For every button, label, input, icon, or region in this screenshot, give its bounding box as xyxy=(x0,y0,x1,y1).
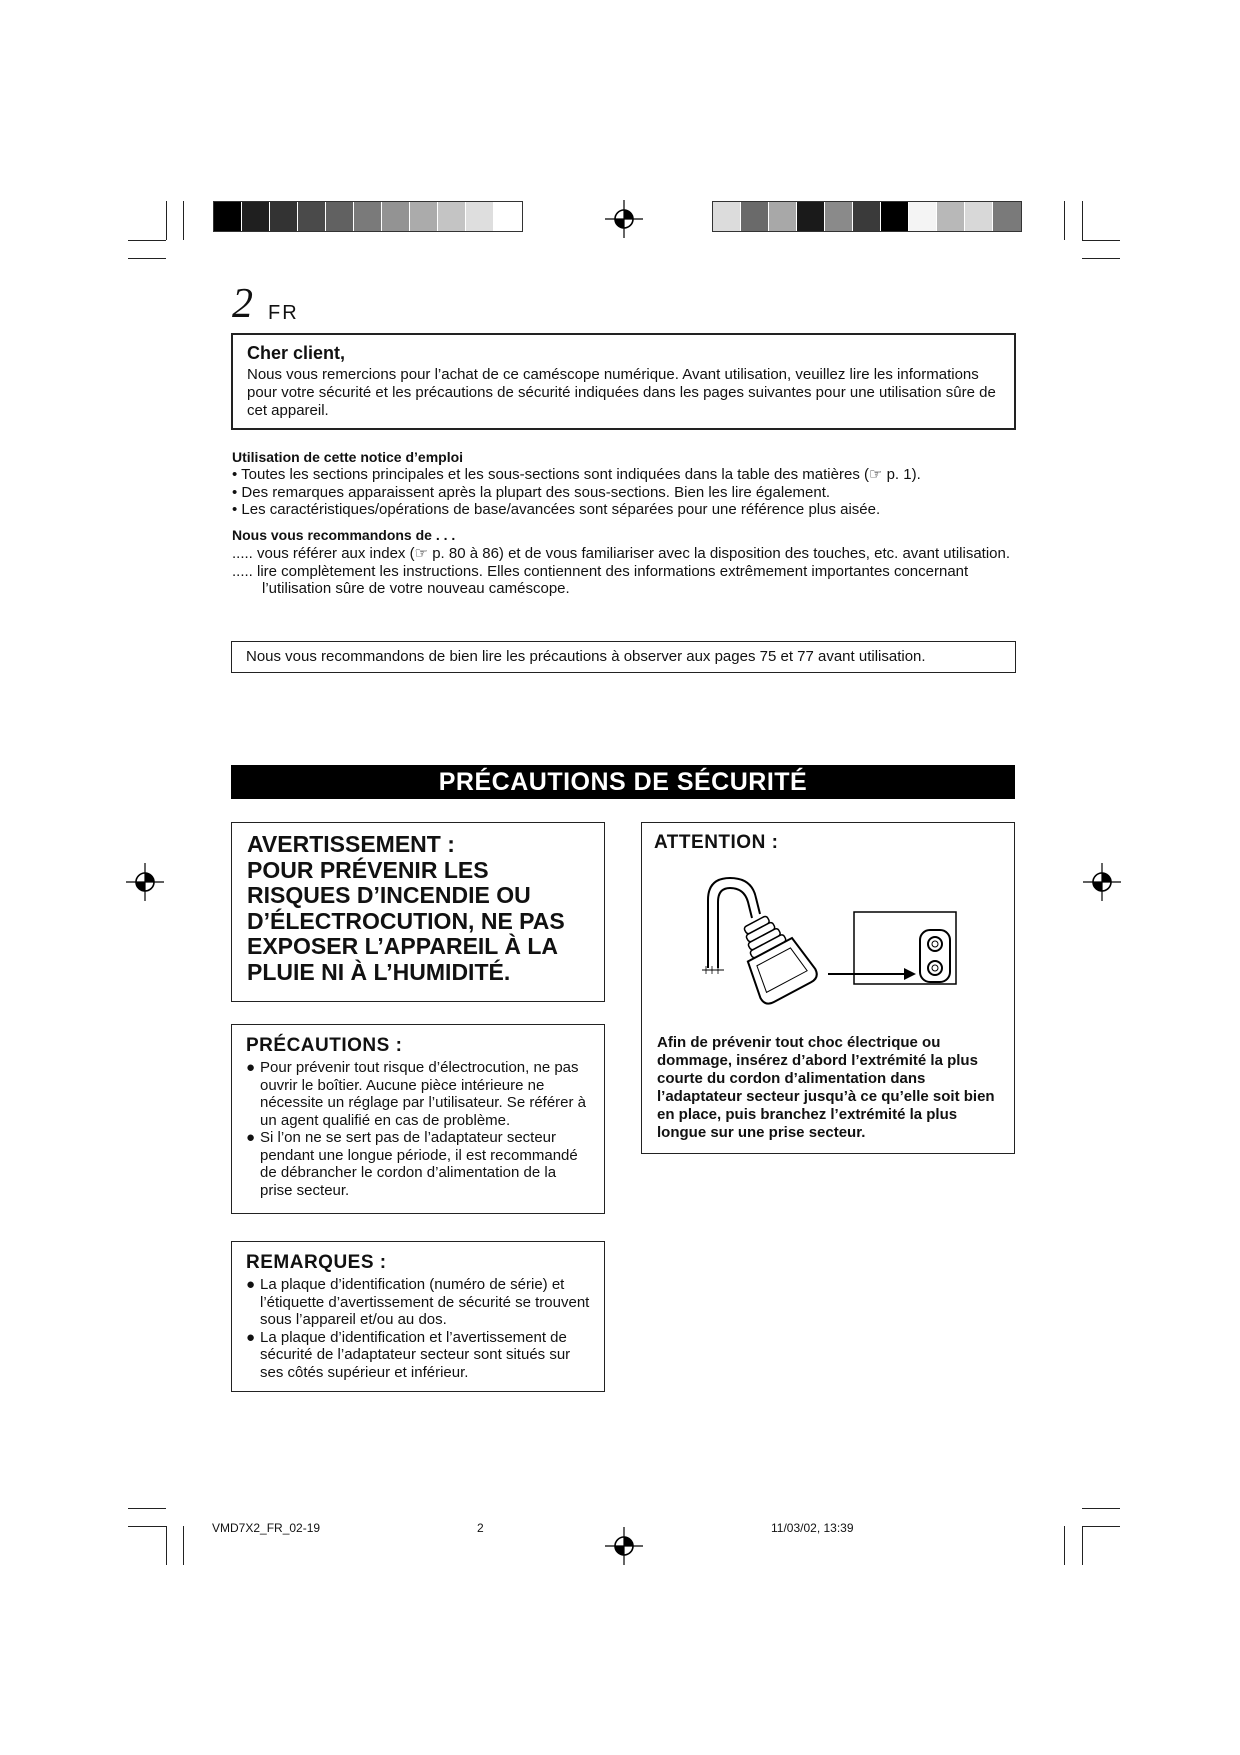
registration-mark-icon xyxy=(125,862,165,902)
section-banner: PRÉCAUTIONS DE SÉCURITÉ xyxy=(231,765,1015,799)
warning-box xyxy=(231,822,605,1002)
crop-mark xyxy=(128,1508,166,1509)
intro-text: Nous vous remercions pour l’achat de ce caméscope numérique. Avant utilisation, veuillez lire les informations pour votre sécurité et les précautions de sécurité indiquées dans les pages suivantes pour une utilisation sûre de cet appareil. xyxy=(247,366,996,419)
color-swatch xyxy=(881,202,909,231)
color-swatch xyxy=(993,202,1021,231)
precautions-list xyxy=(246,1059,590,1199)
color-swatch xyxy=(270,202,298,231)
crop-mark xyxy=(1082,201,1083,240)
registration-mark-icon xyxy=(604,1526,644,1566)
notice-box xyxy=(231,641,1016,673)
usage-section xyxy=(232,449,1022,519)
crop-mark xyxy=(128,258,166,259)
crop-mark xyxy=(1082,1508,1120,1509)
crop-mark xyxy=(166,201,167,240)
list-item: • Des remarques apparaissent après la plupart des sous-sections. Bien les lire également. xyxy=(232,483,831,501)
grayscale-bar-left xyxy=(213,201,523,232)
color-swatch xyxy=(410,202,438,231)
color-swatch xyxy=(242,202,270,231)
color-swatch xyxy=(298,202,326,231)
color-swatch xyxy=(853,202,881,231)
color-swatch xyxy=(797,202,825,231)
remarks-title: REMARQUES : xyxy=(246,1252,387,1273)
crop-mark xyxy=(128,240,166,241)
usage-list xyxy=(232,466,1022,519)
intro-box xyxy=(231,333,1016,430)
color-swatch xyxy=(382,202,410,231)
attention-text: Afin de prévenir tout choc électrique ou dommage, insérez d’abord l’extrémité la plus courte du cordon d’alimentation dans l’adaptateur secteur jusqu’à ce qu’elle soit bien en place, puis branchez l’extrémité la plus longue sur une prise secteur. xyxy=(657,1034,995,1141)
footer-filename: VMD7X2_FR_02-19 xyxy=(212,1521,321,1535)
color-swatch xyxy=(909,202,937,231)
crop-mark xyxy=(183,1526,184,1565)
color-swatch xyxy=(965,202,993,231)
crop-mark xyxy=(166,1526,167,1565)
crop-mark xyxy=(1082,1526,1120,1527)
crop-mark xyxy=(183,201,184,240)
grayscale-bar-right xyxy=(712,201,1022,232)
recommend-title: Nous vous recommandons de . . . xyxy=(232,527,456,543)
color-swatch xyxy=(354,202,382,231)
warning-text: POUR PRÉVENIR LES RISQUES D’INCENDIE OU D’ÉLECTROCUTION, NE PAS EXPOSER L’APPAREIL À LA PLUIE NI À L’HUMIDITÉ. xyxy=(247,856,565,985)
list-item: ..... vous référer aux index (☞ p. 80 à 86) et de vous familiariser avec la disposition des touches, etc. avant utilisation. xyxy=(232,545,1011,562)
color-swatch xyxy=(825,202,853,231)
crop-mark xyxy=(1082,258,1120,259)
recommend-section xyxy=(232,527,1022,598)
list-item: ● Pour prévenir tout risque d’électrocution, ne pas ouvrir le boîtier. Aucune pièce intérieure ne nécessite un réglage par l’utilisateur. Se référer à un agent qualifié en cas de problème. xyxy=(246,1059,587,1129)
registration-mark-icon xyxy=(604,199,644,239)
registration-mark-icon xyxy=(1082,862,1122,902)
crop-mark xyxy=(1064,201,1065,240)
attention-box xyxy=(641,822,1015,1154)
precautions-box xyxy=(231,1024,605,1214)
remarks-list xyxy=(246,1276,590,1381)
color-swatch xyxy=(769,202,797,231)
warning-heading: AVERTISSEMENT : xyxy=(247,831,455,857)
bullet-icon: ● xyxy=(246,1328,256,1346)
page-language: FR xyxy=(268,302,299,324)
list-item: ● Si l’on ne se sert pas de l’adaptateur secteur pendant une longue période, il est recommandé de débrancher le cordon d’alimentation de la prise secteur. xyxy=(246,1129,578,1199)
precautions-title: PRÉCAUTIONS : xyxy=(246,1035,403,1056)
list-item: ..... lire complètement les instructions. Elles contiennent des informations extrêmement importantes concernant l’utilisation sûre de votre nouveau caméscope. xyxy=(232,562,969,597)
remarks-box xyxy=(231,1241,605,1392)
color-swatch xyxy=(438,202,466,231)
list-item: ● La plaque d’identification (numéro de série) et l’étiquette d’avertissement de sécurité se trouvent sous l’appareil et/ou au dos. xyxy=(246,1276,590,1328)
page-number: 2 xyxy=(232,281,253,327)
attention-title: ATTENTION : xyxy=(654,832,779,853)
crop-mark xyxy=(1064,1526,1065,1565)
color-swatch xyxy=(326,202,354,231)
bullet-icon: ● xyxy=(246,1129,256,1146)
list-item: • Toutes les sections principales et les sous-sections sont indiquées dans la table des matières (☞ p. 1). xyxy=(232,466,921,483)
list-item: • Les caractéristiques/opérations de base/avancées sont séparées pour une référence plus aisée. xyxy=(232,501,881,518)
crop-mark xyxy=(128,1526,166,1527)
color-swatch xyxy=(713,202,741,231)
color-swatch xyxy=(741,202,769,231)
recommend-list xyxy=(232,545,1022,598)
bullet-icon: ● xyxy=(246,1276,256,1293)
crop-mark xyxy=(1082,1526,1083,1565)
color-swatch xyxy=(214,202,242,231)
color-swatch xyxy=(466,202,494,231)
color-swatch xyxy=(494,202,522,231)
list-item: ● La plaque d’identification et l’avertissement de sécurité de l’adaptateur secteur sont situés sur ses côtés supérieur et inférieur. xyxy=(246,1328,571,1381)
usage-title: Utilisation de cette notice d’emploi xyxy=(232,449,464,465)
footer-date: 11/03/02, 13:39 xyxy=(771,1521,854,1535)
color-swatch xyxy=(937,202,965,231)
bullet-icon: ● xyxy=(246,1059,256,1076)
crop-mark xyxy=(1082,240,1120,241)
intro-title: Cher client, xyxy=(247,343,346,363)
notice-text: Nous vous recommandons de bien lire les précautions à observer aux pages 75 et 77 avant utilisation. xyxy=(246,648,926,665)
footer-page-number: 2 xyxy=(477,1521,484,1535)
power-cord-plug-icon xyxy=(694,858,994,1008)
